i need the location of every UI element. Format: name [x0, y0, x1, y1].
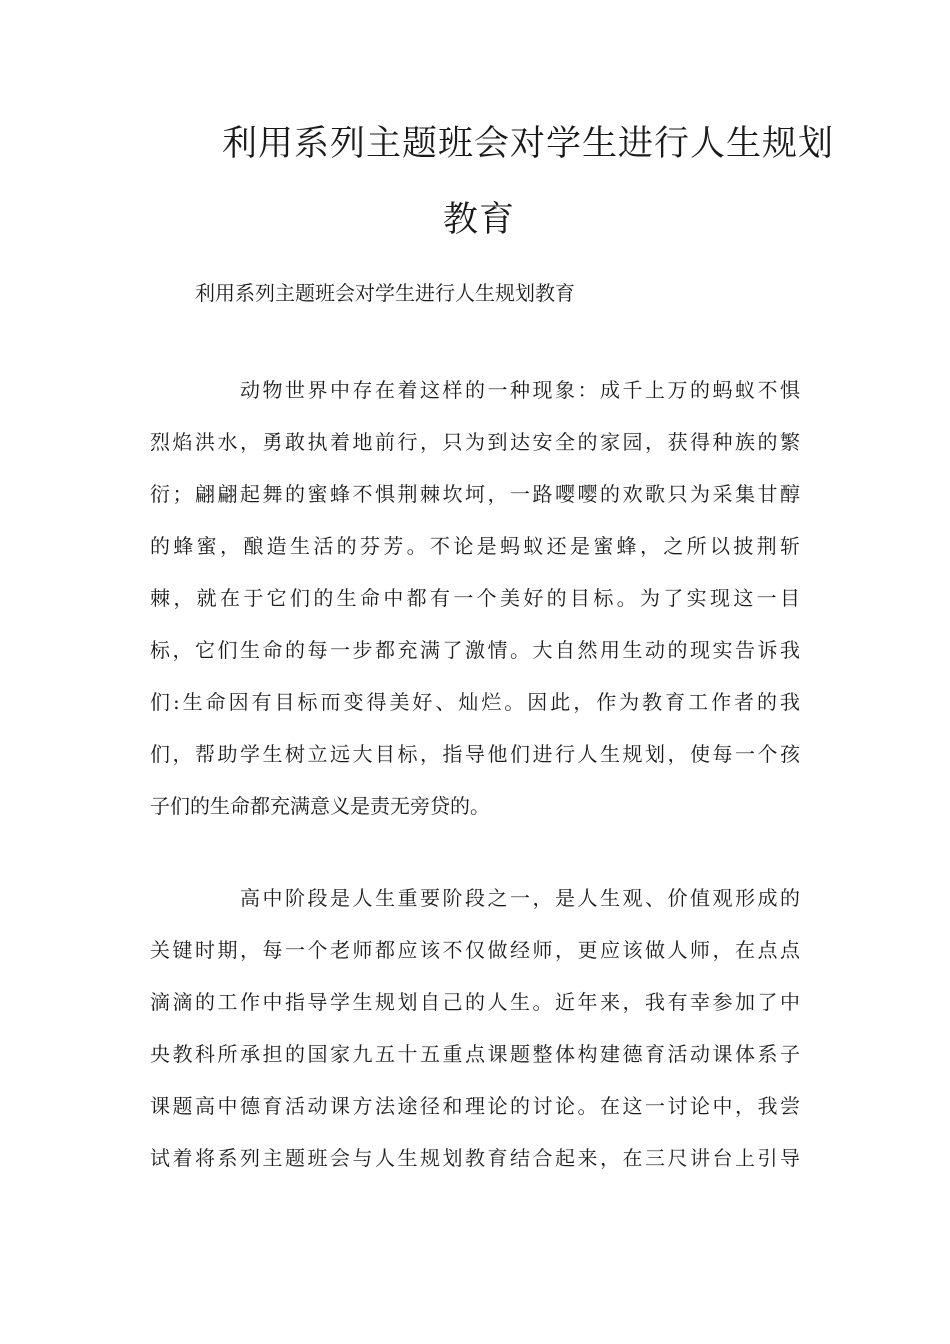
paragraph-2 [150, 872, 800, 1184]
paragraph-line: 课题高中德育活动课方法途径和理论的讨论。在这一讨论中，我尝 [150, 1094, 800, 1118]
paragraph-line: 试着将系列主题班会与人生规划教育结合起来，在三尺讲台上引导 [150, 1146, 800, 1170]
paragraph-line: 棘，就在于它们的生命中都有一个美好的目标。为了实现这一目 [150, 586, 800, 610]
paragraph-line: 标，它们生命的每一步都充满了激情。大自然用生动的现实告诉我 [150, 638, 800, 662]
paragraph-line: 们:生命因有目标而变得美好、灿烂。因此，作为教育工作者的我 [150, 690, 800, 714]
paragraph-line: 央教科所承担的国家九五十五重点课题整体构建德育活动课体系子 [150, 1042, 800, 1066]
paragraph-line: 子们的生命都充满意义是责无旁贷的。 [150, 794, 490, 818]
paragraph-line: 衍；翩翩起舞的蜜蜂不惧荆棘坎坷，一路嘤嘤的欢歌只为采集甘醇 [150, 482, 800, 506]
paragraph-line: 关键时期，每一个老师都应该不仅做经师，更应该做人师，在点点 [150, 938, 800, 962]
paragraph-line: 的蜂蜜，酿造生活的芬芳。不论是蚂蚁还是蜜蜂，之所以披荆斩 [150, 534, 800, 558]
paragraph-line: 动物世界中存在着这样的一种现象：成千上万的蚂蚁不惧 [240, 378, 800, 402]
paragraph-line: 滴滴的工作中指导学生规划自己的人生。近年来，我有幸参加了中 [150, 990, 800, 1014]
paragraph-line: 烈焰洪水，勇敢执着地前行，只为到达安全的家园，获得种族的繁 [150, 430, 800, 454]
document-subtitle: 利用系列主题班会对学生进行人生规划教育 [195, 281, 575, 305]
paragraph-line: 高中阶段是人生重要阶段之一，是人生观、价值观形成的 [240, 886, 800, 910]
paragraph-line: 们，帮助学生树立远大目标，指导他们进行人生规划，使每一个孩 [150, 742, 800, 766]
document-title-line-2: 教育 [443, 200, 516, 240]
document-title-line-1: 利用系列主题班会对学生进行人生规划 [222, 124, 835, 164]
paragraph-1 [150, 364, 800, 832]
